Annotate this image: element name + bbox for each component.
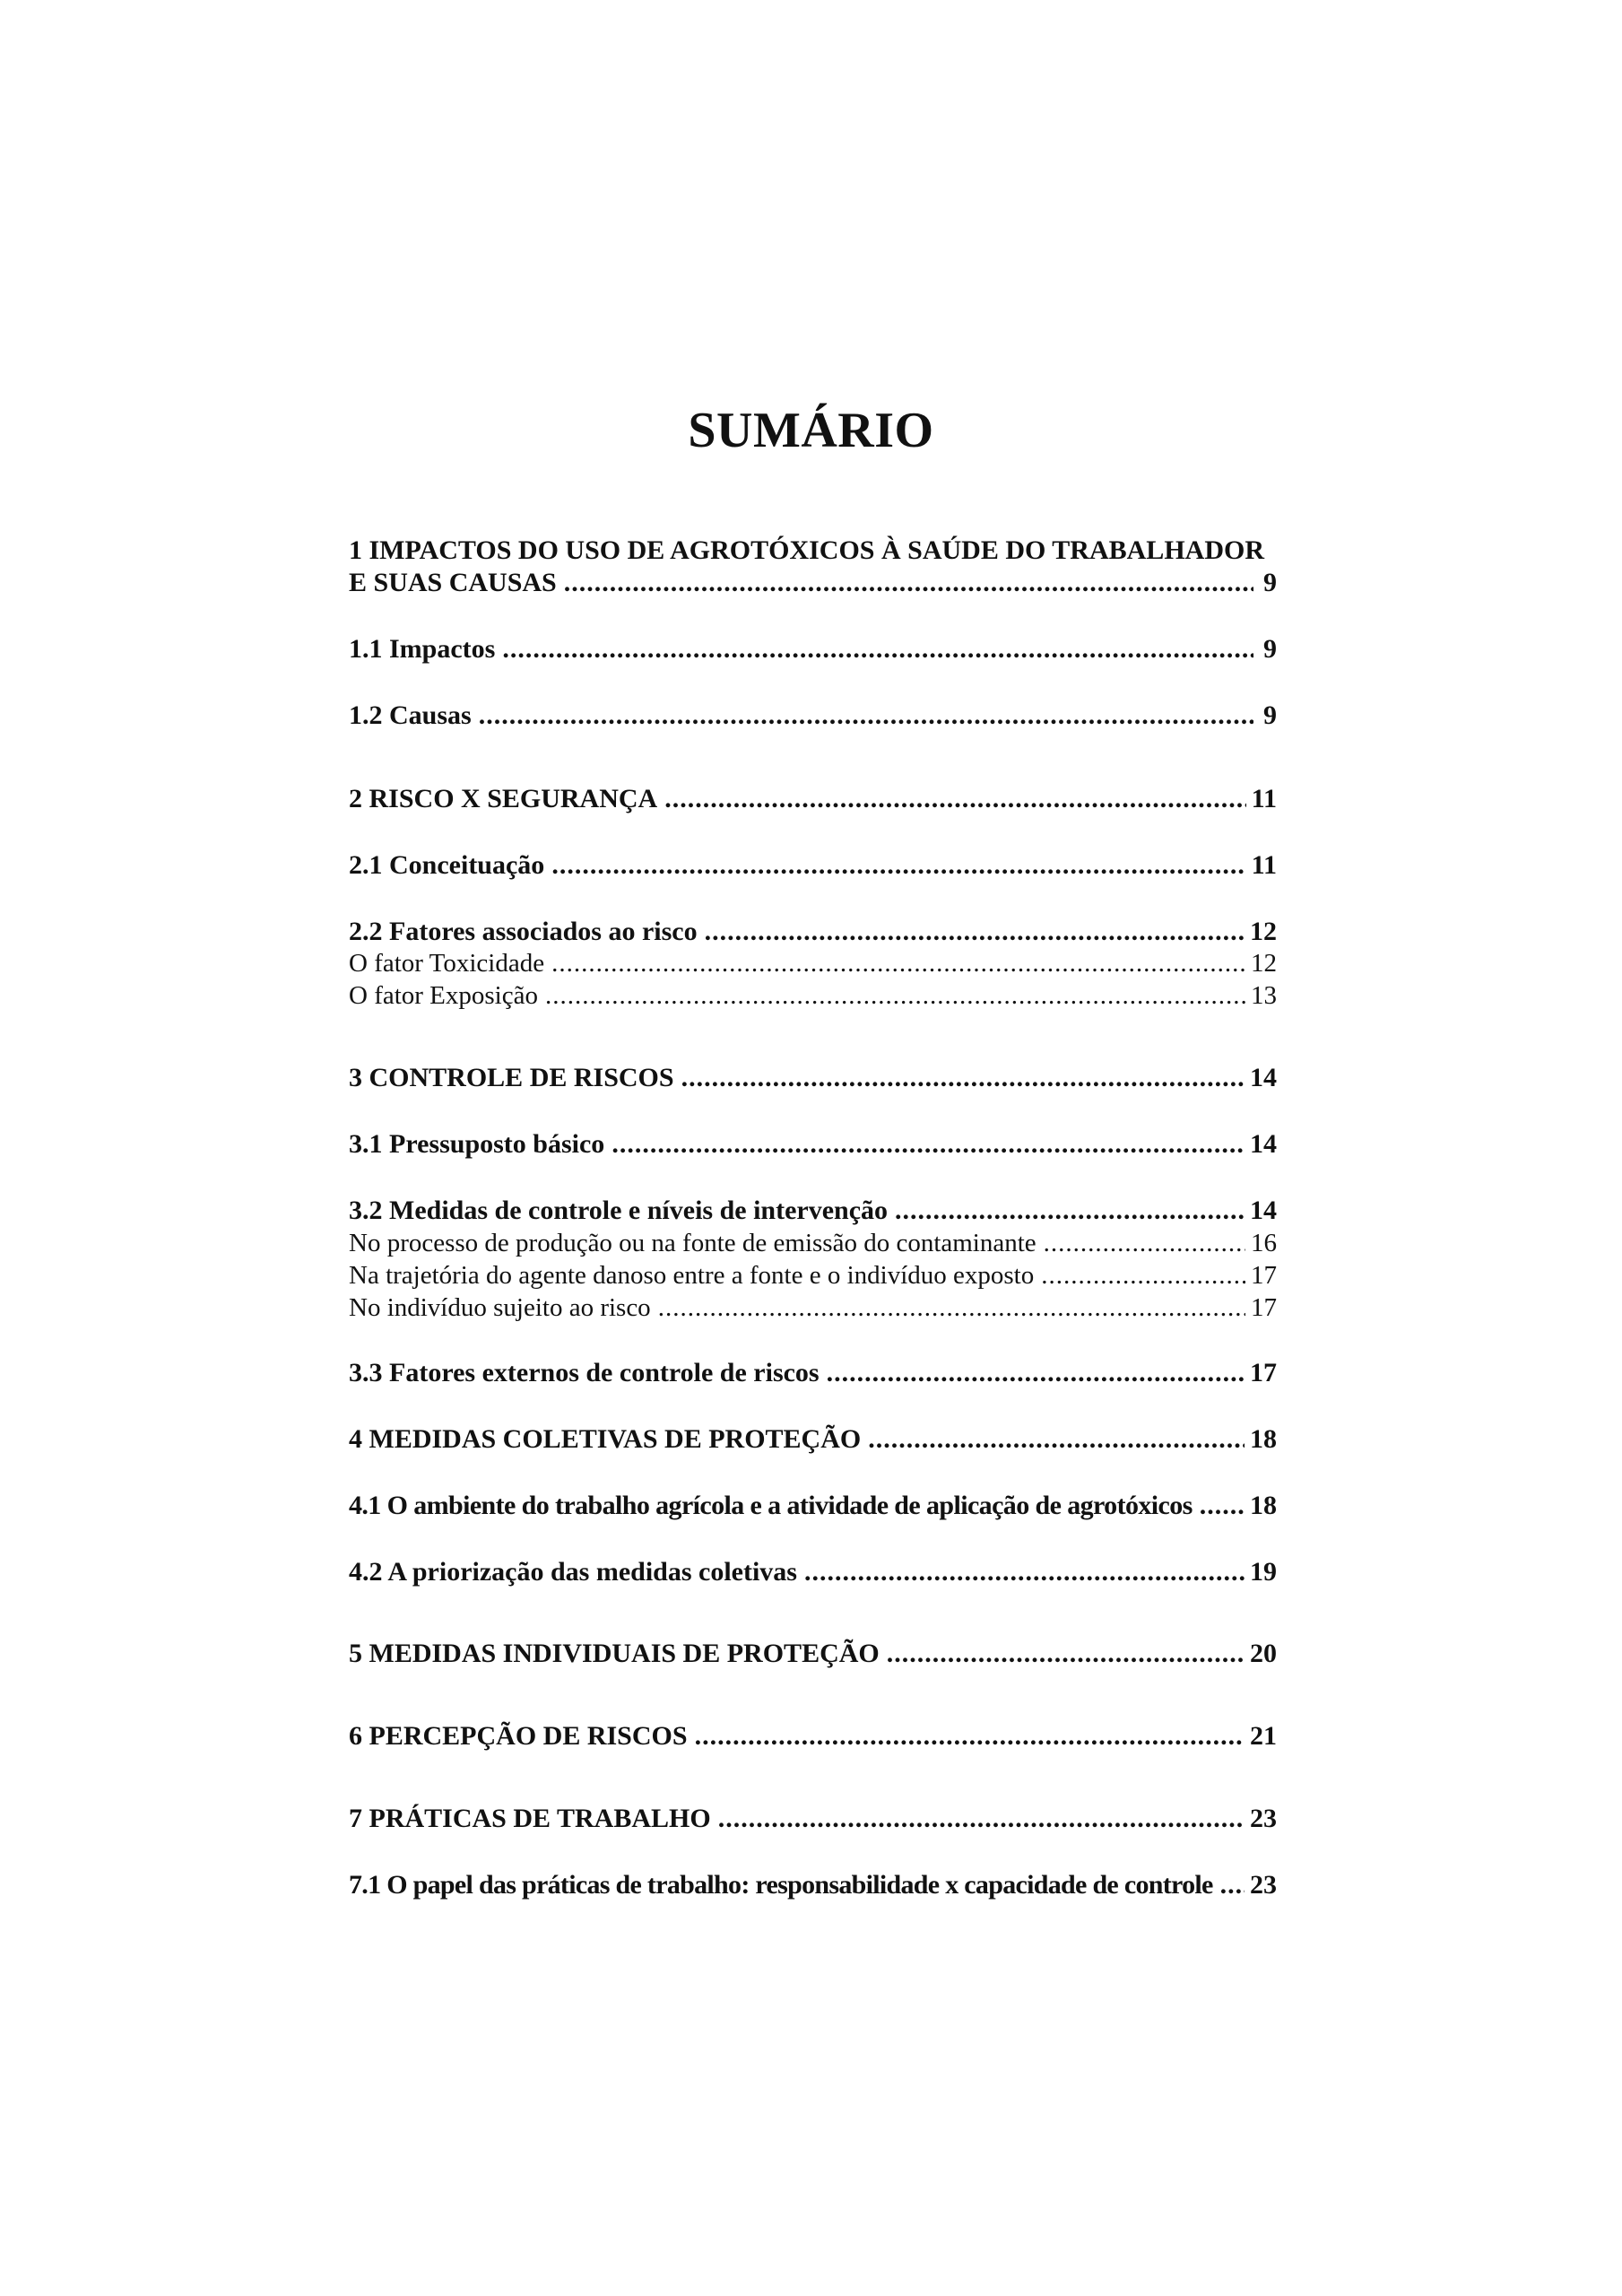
- toc-entry-3-3[interactable]: [349, 1357, 1277, 1389]
- toc-page-number: 12: [1251, 949, 1277, 978]
- toc-entry-label: 3.3 Fatores externos de controle de riscos: [349, 1358, 820, 1387]
- toc-page-number: 21: [1250, 1721, 1277, 1751]
- toc-page-number: 17: [1250, 1358, 1277, 1387]
- toc-page-number: 13: [1251, 981, 1277, 1010]
- toc-entry-1-2[interactable]: [349, 700, 1277, 732]
- toc-entry-3-2[interactable]: [349, 1195, 1277, 1227]
- toc-entry-label: 3.2 Medidas de controle e níveis de intervenção: [349, 1196, 889, 1225]
- dot-leader: [868, 1423, 1245, 1456]
- toc-page-number: 9: [1263, 634, 1277, 664]
- dot-leader: [1041, 1259, 1245, 1292]
- toc-entry-6[interactable]: [349, 1720, 1277, 1752]
- toc-subentry-toxicidade[interactable]: [349, 947, 1277, 979]
- toc-entry-7[interactable]: [349, 1803, 1277, 1835]
- toc-entry-label: No indivíduo sujeito ao risco: [349, 1293, 651, 1322]
- dot-leader: [545, 979, 1245, 1012]
- dot-leader: [612, 1128, 1245, 1161]
- toc-entry-label: 1.2 Causas: [349, 700, 472, 730]
- toc-page-number: 17: [1251, 1261, 1277, 1290]
- toc-page-number: 9: [1263, 568, 1277, 597]
- dot-leader: [551, 849, 1245, 882]
- toc-entry-7-1[interactable]: [349, 1869, 1277, 1901]
- toc-subentry-individuo[interactable]: [349, 1292, 1277, 1324]
- toc-entry-label: 3 CONTROLE DE RISCOS: [349, 1063, 674, 1092]
- toc-entry-label: No processo de produção ou na fonte de emissão do contaminante: [349, 1229, 1037, 1257]
- dot-leader: [1200, 1490, 1245, 1522]
- toc-entry-1-1[interactable]: [349, 633, 1277, 665]
- toc-page-number: 23: [1250, 1870, 1277, 1900]
- toc-entry-label: 2.1 Conceituação: [349, 850, 545, 880]
- toc-subentry-exposicao[interactable]: [349, 979, 1277, 1012]
- toc-entry-4-1[interactable]: [349, 1490, 1277, 1522]
- toc-page-number: 17: [1251, 1293, 1277, 1322]
- toc-entry-2[interactable]: [349, 783, 1277, 815]
- dot-leader: [718, 1803, 1245, 1835]
- toc-page-number: 18: [1250, 1424, 1277, 1454]
- dot-leader: [827, 1357, 1245, 1389]
- dot-leader: [895, 1195, 1245, 1227]
- toc-page-number: 14: [1250, 1196, 1277, 1225]
- toc-subentry-processo[interactable]: [349, 1227, 1277, 1259]
- toc-entry-5[interactable]: [349, 1638, 1277, 1670]
- toc-page-number: 14: [1250, 1063, 1277, 1092]
- toc-entry-label: 5 MEDIDAS INDIVIDUAIS DE PROTEÇÃO: [349, 1639, 880, 1668]
- toc-entry-label: 4.2 A priorização das medidas coletivas: [349, 1557, 797, 1587]
- dot-leader: [564, 567, 1253, 599]
- toc-page-number: 11: [1251, 850, 1277, 880]
- dot-leader: [804, 1556, 1245, 1588]
- toc-entry-1-label-line1: 1 IMPACTOS DO USO DE AGROTÓXICOS À SAÚDE DO TRABALHADOR: [349, 535, 1264, 565]
- dot-leader: [658, 1292, 1245, 1324]
- dot-leader: [502, 633, 1253, 665]
- toc-entry-label: 4 MEDIDAS COLETIVAS DE PROTEÇÃO: [349, 1424, 862, 1454]
- toc-page-number: 11: [1251, 784, 1277, 813]
- toc-entry-2-1[interactable]: [349, 849, 1277, 882]
- toc-page-number: 18: [1250, 1491, 1277, 1520]
- toc-entry-3-1[interactable]: [349, 1128, 1277, 1161]
- toc-entry-label: E SUAS CAUSAS: [349, 568, 557, 597]
- toc-entry-label: 3.1 Pressuposto básico: [349, 1129, 605, 1159]
- dot-leader: [1044, 1227, 1245, 1259]
- page-title: SUMÁRIO: [688, 403, 934, 458]
- toc-page-number: 19: [1250, 1557, 1277, 1587]
- toc-entry-label: 7.1 O papel das práticas de trabalho: responsabilidade x capacidade de controle: [349, 1870, 1213, 1900]
- dot-leader: [695, 1720, 1245, 1752]
- toc-page-number: 14: [1250, 1129, 1277, 1159]
- toc-page-number: 23: [1250, 1804, 1277, 1833]
- toc-page-number: 16: [1251, 1229, 1277, 1257]
- toc-subentry-trajetoria[interactable]: [349, 1259, 1277, 1292]
- toc-entry-4[interactable]: [349, 1423, 1277, 1456]
- toc-entry-label: 2 RISCO X SEGURANÇA: [349, 784, 658, 813]
- toc-entry-label: O fator Exposição: [349, 981, 538, 1010]
- toc-entry-label: O fator Toxicidade: [349, 949, 545, 978]
- dot-leader: [705, 916, 1245, 948]
- toc-page-number: 9: [1263, 700, 1277, 730]
- toc-entry-label: 1.1 Impactos: [349, 634, 496, 664]
- toc-entry-4-2[interactable]: [349, 1556, 1277, 1588]
- toc-entry-2-2[interactable]: [349, 916, 1277, 948]
- toc-entry-label: 2.2 Fatores associados ao risco: [349, 917, 698, 946]
- toc-entry-label: Na trajetória do agente danoso entre a fonte e o indivíduo exposto: [349, 1261, 1035, 1290]
- dot-leader: [479, 700, 1253, 732]
- toc-page-number: 12: [1250, 917, 1277, 946]
- dot-leader: [681, 1062, 1245, 1094]
- toc-entry-3[interactable]: [349, 1062, 1277, 1094]
- dot-leader: [664, 783, 1245, 815]
- toc-page-number: 20: [1250, 1639, 1277, 1668]
- dot-leader: [1220, 1869, 1245, 1901]
- toc-entry-label: 6 PERCEPÇÃO DE RISCOS: [349, 1721, 688, 1751]
- dot-leader: [551, 947, 1245, 979]
- toc-entry-label: 7 PRÁTICAS DE TRABALHO: [349, 1804, 711, 1833]
- toc-entry-1[interactable]: [349, 535, 1277, 599]
- toc-entry-label: 4.1 O ambiente do trabalho agrícola e a atividade de aplicação de agrotóxicos: [349, 1491, 1193, 1520]
- dot-leader: [887, 1638, 1245, 1670]
